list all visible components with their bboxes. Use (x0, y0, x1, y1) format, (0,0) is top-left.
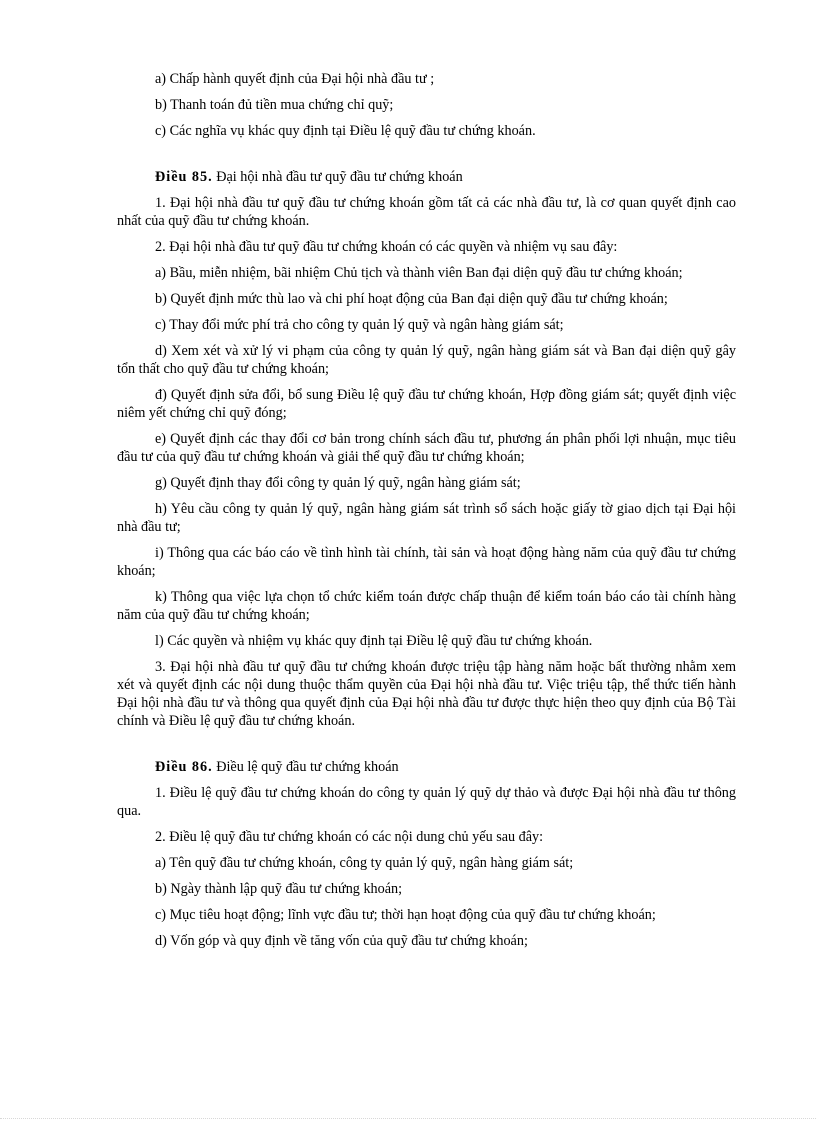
item-c-top: c) Các nghĩa vụ khác quy định tại Điều lệ quỹ đầu tư chứng khoán. (155, 123, 536, 139)
list-item: i) Thông qua các báo cáo về tình hình tài chính, tài sản và hoạt động hàng năm của quỹ đầu tư chứng khoán; (117, 545, 736, 579)
paragraph: 1. Điều lệ quỹ đầu tư chứng khoán do công ty quản lý quỹ dự thảo và được Đại hội nhà đầu tư thông qua. (117, 785, 736, 819)
list-item: c) Thay đổi mức phí trả cho công ty quản lý quỹ và ngân hàng giám sát; (155, 317, 564, 333)
list-item: a) Tên quỹ đầu tư chứng khoán, công ty quản lý quỹ, ngân hàng giám sát; (155, 855, 574, 871)
article-86-number: Điều 86. (155, 759, 213, 775)
paragraph: 3. Đại hội nhà đầu tư quỹ đầu tư chứng khoán được triệu tập hàng năm hoặc bất thường nhằm xem xét và quyết định các nội dung thuộc thẩm quyền của Đại hội nhà đầu tư. Việc triệu tập, thể thức tiến hành Đại hội nhà đầu tư và thông qua quyết định của Đại hội nhà đầu tư được thực hiện theo quy định của Bộ Tài chính và Điều lệ quỹ đầu tư chứng khoán. (117, 659, 736, 729)
list-item: đ) Quyết định sửa đổi, bổ sung Điều lệ quỹ đầu tư chứng khoán, Hợp đồng giám sát; quyết định việc niêm yết chứng chỉ quỹ đóng; (117, 387, 736, 421)
paragraph: 1. Đại hội nhà đầu tư quỹ đầu tư chứng khoán gồm tất cả các nhà đầu tư, là cơ quan quyết định cao nhất của quỹ đầu tư chứng khoán. (117, 195, 736, 229)
list-item: l) Các quyền và nhiệm vụ khác quy định tại Điều lệ quỹ đầu tư chứng khoán. (155, 633, 593, 649)
paragraph: 2. Đại hội nhà đầu tư quỹ đầu tư chứng khoán có các quyền và nhiệm vụ sau đây: (155, 239, 618, 255)
list-item: a) Bầu, miễn nhiệm, bãi nhiệm Chủ tịch và thành viên Ban đại diện quỹ đầu tư chứng khoán; (155, 265, 683, 281)
article-86-heading (117, 758, 736, 776)
article-86-title: Điều lệ quỹ đầu tư chứng khoán (216, 759, 399, 775)
page-bottom-divider (0, 1118, 816, 1119)
article-85-heading (117, 168, 736, 186)
list-item: g) Quyết định thay đổi công ty quản lý quỹ, ngân hàng giám sát; (155, 475, 521, 491)
list-item: e) Quyết định các thay đổi cơ bản trong chính sách đầu tư, phương án phân phối lợi nhuận, mục tiêu đầu tư của quỹ đầu tư chứng khoán và giải thể quỹ đầu tư chứng khoán; (117, 431, 736, 465)
document-page (117, 70, 736, 950)
list-item: c) Mục tiêu hoạt động; lĩnh vực đầu tư; thời hạn hoạt động của quỹ đầu tư chứng khoán; (155, 907, 656, 923)
item-a-top: a) Chấp hành quyết định của Đại hội nhà đầu tư ; (155, 71, 435, 87)
article-85-title: Đại hội nhà đầu tư quỹ đầu tư chứng khoán (216, 169, 463, 185)
paragraph: 2. Điều lệ quỹ đầu tư chứng khoán có các nội dung chủ yếu sau đây: (155, 829, 544, 845)
list-item: b) Ngày thành lập quỹ đầu tư chứng khoán; (155, 881, 403, 897)
list-item: b) Quyết định mức thù lao và chi phí hoạt động của Ban đại diện quỹ đầu tư chứng khoán; (155, 291, 668, 307)
article-85-number: Điều 85. (155, 169, 213, 185)
list-item: h) Yêu cầu công ty quản lý quỹ, ngân hàng giám sát trình sổ sách hoặc giấy tờ giao dịch tại Đại hội nhà đầu tư; (117, 501, 736, 535)
list-item: d) Xem xét và xử lý vi phạm của công ty quản lý quỹ, ngân hàng giám sát và Ban đại diện quỹ gây tổn thất cho quỹ đầu tư chứng khoán; (117, 343, 736, 377)
list-item: k) Thông qua việc lựa chọn tổ chức kiểm toán được chấp thuận để kiểm toán báo cáo tài chính hàng năm của quỹ đầu tư chứng khoán; (117, 589, 736, 623)
item-b-top: b) Thanh toán đủ tiền mua chứng chỉ quỹ; (155, 97, 394, 113)
list-item: d) Vốn góp và quy định về tăng vốn của quỹ đầu tư chứng khoán; (155, 933, 528, 949)
